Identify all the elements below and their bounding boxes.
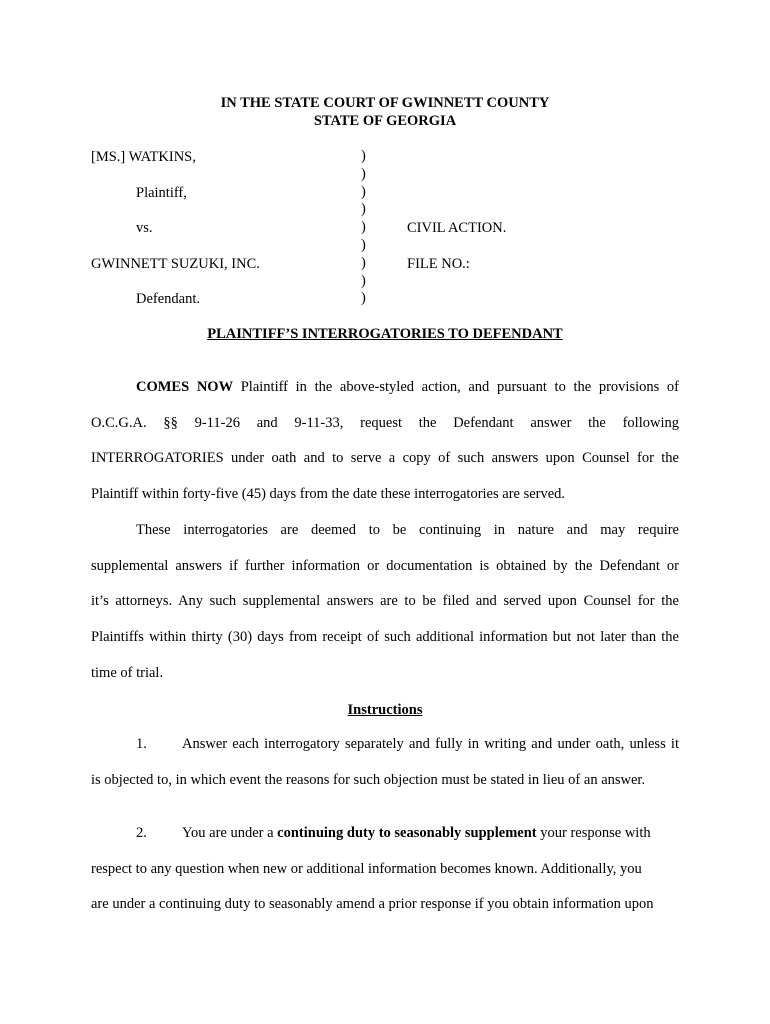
paren: )	[361, 201, 366, 218]
paragraph-line: COMES NOW Plaintiff in the above-styled action, and pursuant to the provisions of	[136, 379, 679, 395]
paragraph-line: O.C.G.A. §§ 9-11-26 and 9-11-33, request the Defendant answer the following	[91, 414, 679, 431]
paren: )	[361, 272, 366, 289]
paragraph-line: time of trial.	[91, 664, 164, 681]
paragraph-line: Plaintiffs within thirty (30) days from receipt of such additional information but not later than the	[91, 629, 679, 646]
paragraph-line: it’s attorneys. Any such supplemental answers are to be filed and served upon Counsel for the	[91, 593, 679, 610]
caption-plaintiff-role: Plaintiff,	[136, 185, 187, 201]
paragraph-line: supplemental answers if further information or documentation is obtained by the Defendant or	[91, 557, 679, 574]
paragraph-line: 1. Answer each interrogatory separately and fully in writing and under oath, unless it	[91, 727, 679, 763]
paren: )	[361, 148, 366, 164]
paren: )	[361, 165, 366, 182]
court-name-line: IN THE STATE COURT OF GWINNETT COUNTY	[220, 95, 550, 111]
caption-defendant-role: Defendant.	[136, 291, 201, 307]
paragraph-line: are under a continuing duty to seasonably amend a prior response if you obtain information upon	[91, 896, 654, 913]
paren: )	[361, 219, 366, 236]
continuing-paragraph	[91, 513, 679, 692]
item-number: 1.	[136, 736, 147, 752]
caption-plaintiff-name: [MS.] WATKINS,	[91, 149, 196, 165]
paren: )	[361, 254, 366, 271]
court-state-line: STATE OF GEORGIA	[313, 113, 457, 129]
paren: )	[361, 183, 366, 200]
bold-phrase: continuing duty to seasonably supplement	[277, 825, 537, 841]
caption-vs: vs.	[136, 220, 153, 236]
caption-defendant-name: GWINNETT SUZUKI, INC.	[91, 256, 260, 272]
paren: )	[361, 290, 366, 307]
document-title: PLAINTIFF’S INTERROGATORIES TO DEFENDANT	[207, 326, 563, 342]
caption-civil-action: CIVIL ACTION.	[407, 220, 507, 236]
paragraph-line: respect to any question when new or additional information becomes known. Additionally, you	[91, 860, 642, 877]
instruction-item-2	[91, 816, 679, 923]
instruction-item-1	[91, 727, 679, 798]
intro-paragraph	[91, 370, 679, 513]
item-number: 2.	[136, 825, 147, 841]
instructions-heading: Instructions	[347, 702, 423, 718]
paren: )	[361, 236, 366, 253]
paragraph-line: is objected to, in which event the reasons for such objection must be stated in lieu of an answer.	[91, 771, 646, 788]
paragraph-line: INTERROGATORIES under oath and to serve a copy of such answers upon Counsel for the	[91, 450, 679, 467]
caption-parentheses	[361, 148, 366, 308]
comes-now-lead: COMES NOW	[136, 379, 234, 395]
paragraph-line: These interrogatories are deemed to be continuing in nature and may require	[136, 522, 679, 538]
paragraph-line: Plaintiff within forty-five (45) days from the date these interrogatories are served.	[91, 486, 566, 503]
paragraph-line: 2. You are under a continuing duty to seasonably supplement your response with	[91, 816, 679, 852]
caption-file-no: FILE NO.:	[407, 256, 470, 272]
